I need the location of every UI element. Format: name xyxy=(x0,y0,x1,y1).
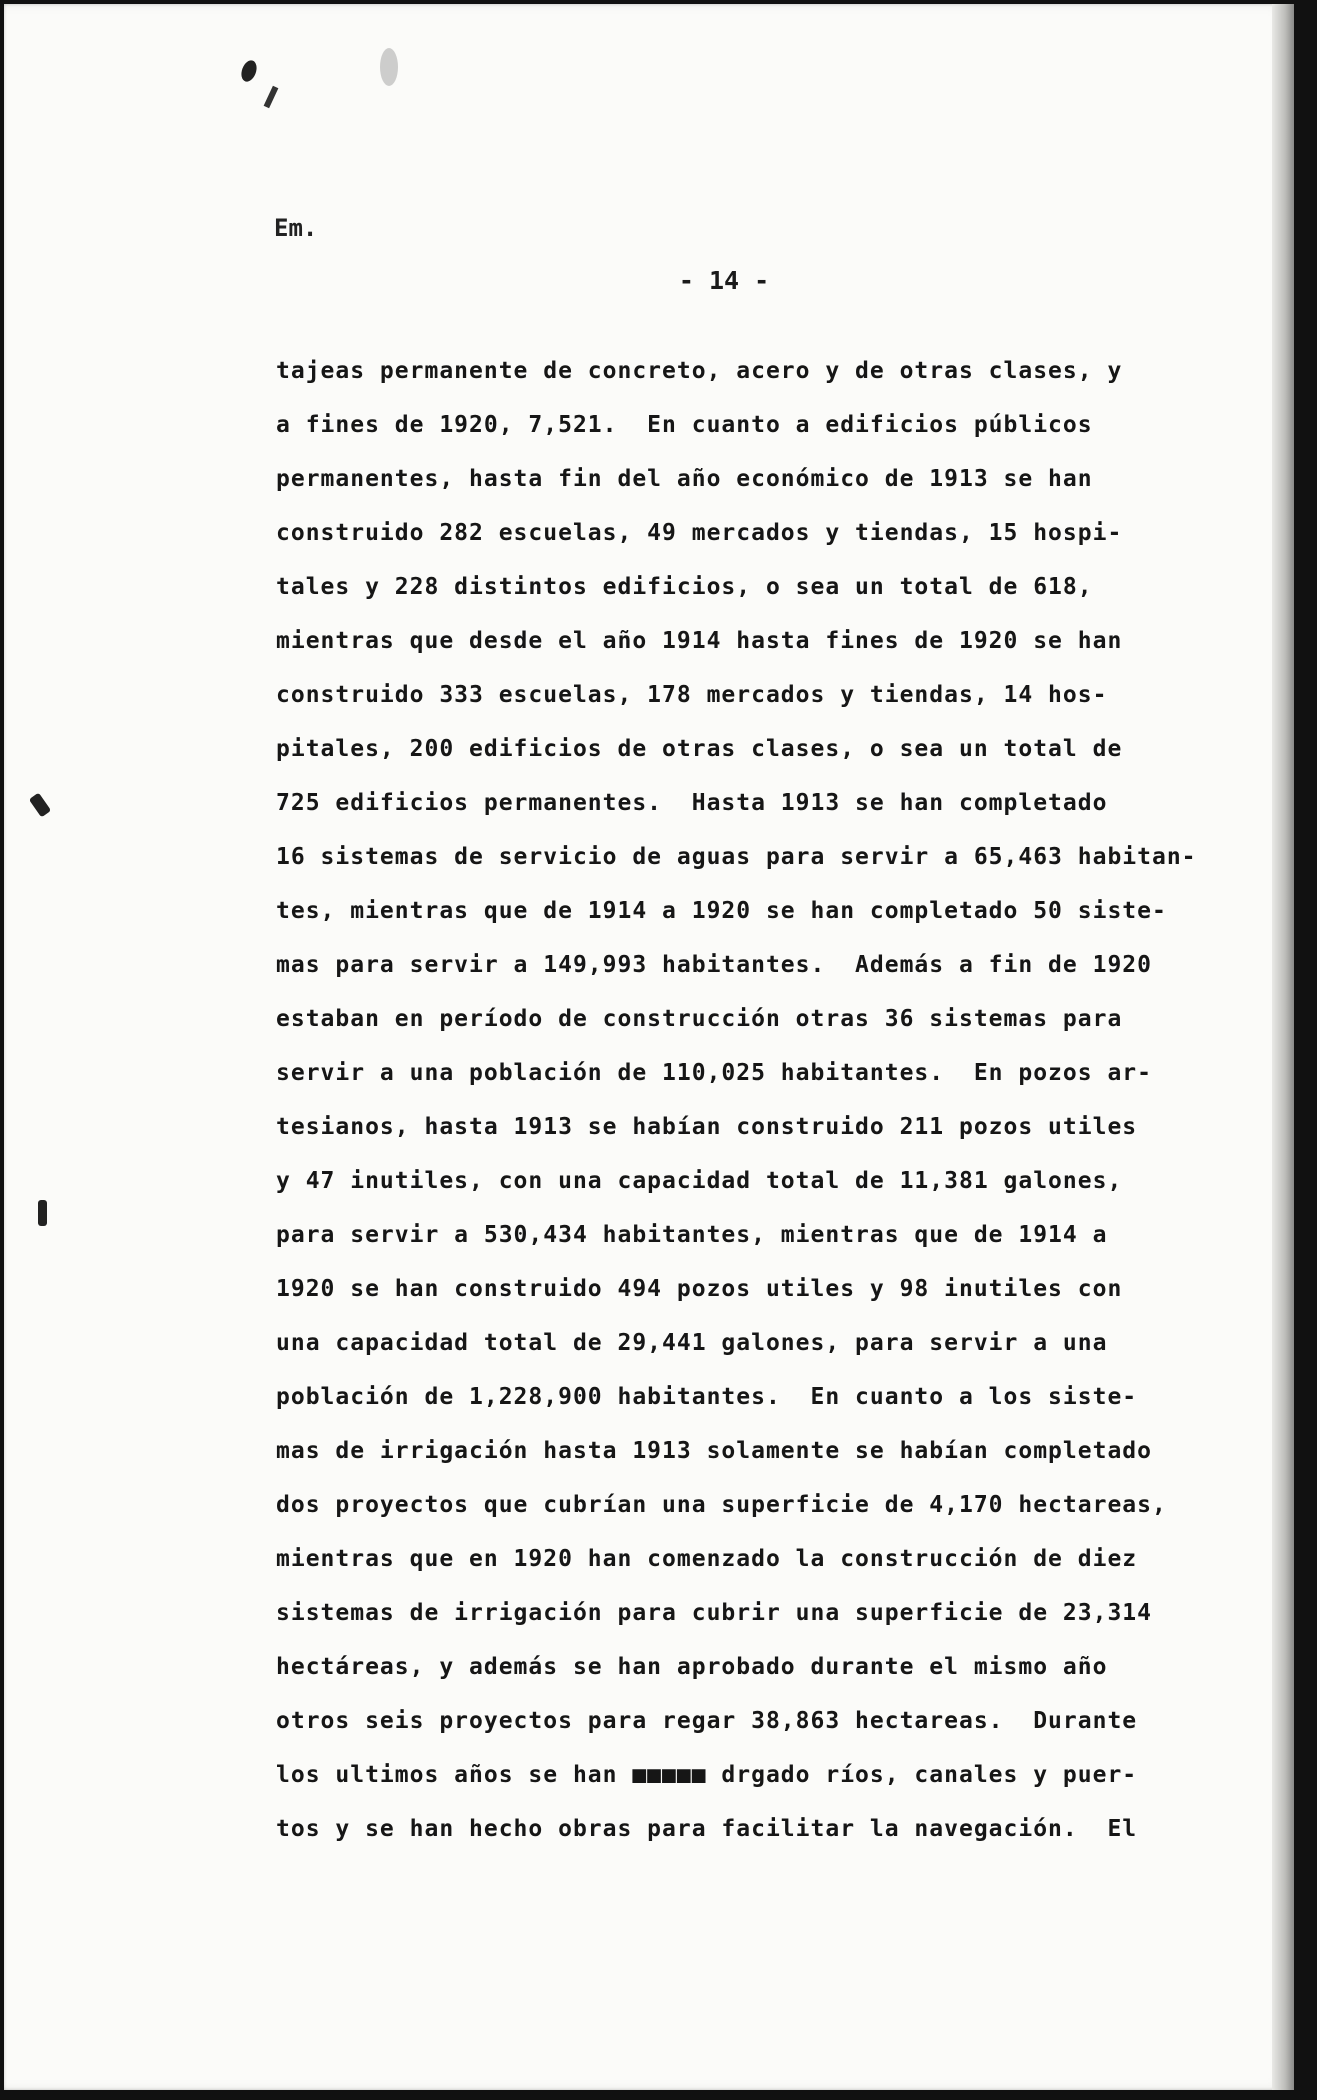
margin-mark xyxy=(38,1200,47,1226)
ink-stroke-mark xyxy=(264,86,279,108)
text-line: a fines de 1920, 7,521. En cuanto a edificios públicos xyxy=(276,412,1093,438)
text-line: mas de irrigación hasta 1913 solamente se habían completado xyxy=(276,1438,1152,1464)
page-number: - 14 - xyxy=(678,266,770,295)
text-line: población de 1,228,900 habitantes. En cuanto a los siste- xyxy=(276,1384,1138,1410)
text-line: los ultimos años se han ■■■■■ drgado ríos, canales y puer- xyxy=(276,1762,1138,1788)
text-line: para servir a 530,434 habitantes, mientras que de 1914 a xyxy=(276,1222,1108,1248)
text-line: 16 sistemas de servicio de aguas para servir a 65,463 habitan- xyxy=(276,844,1197,870)
text-line: permanentes, hasta fin del año económico de 1913 se han xyxy=(276,466,1093,492)
text-line: tales y 228 distintos edificios, o sea un total de 618, xyxy=(276,574,1093,600)
body-text xyxy=(276,344,1276,1856)
text-line: servir a una población de 110,025 habitantes. En pozos ar- xyxy=(276,1060,1152,1086)
text-line: dos proyectos que cubrían una superficie de 4,170 hectareas, xyxy=(276,1492,1167,1518)
text-line: tajeas permanente de concreto, acero y de otras clases, y xyxy=(276,358,1123,384)
document-page xyxy=(4,4,1294,2090)
ink-blot-mark xyxy=(239,58,260,83)
text-line: 1920 se han construido 494 pozos utiles y 98 inutiles con xyxy=(276,1276,1123,1302)
typist-initials: Em. xyxy=(274,214,318,242)
text-line: mientras que en 1920 han comenzado la construcción de diez xyxy=(276,1546,1138,1572)
smudge-mark xyxy=(380,48,398,86)
text-line: otros seis proyectos para regar 38,863 hectareas. Durante xyxy=(276,1708,1138,1734)
text-line: mas para servir a 149,993 habitantes. Además a fin de 1920 xyxy=(276,952,1152,978)
text-line: sistemas de irrigación para cubrir una superficie de 23,314 xyxy=(276,1600,1152,1626)
text-line: tesianos, hasta 1913 se habían construido 211 pozos utiles xyxy=(276,1114,1138,1140)
text-line: mientras que desde el año 1914 hasta fines de 1920 se han xyxy=(276,628,1123,654)
text-line: pitales, 200 edificios de otras clases, o sea un total de xyxy=(276,736,1123,762)
text-line: 725 edificios permanentes. Hasta 1913 se han completado xyxy=(276,790,1108,816)
text-line: y 47 inutiles, con una capacidad total de 11,381 galones, xyxy=(276,1168,1123,1194)
text-line: tes, mientras que de 1914 a 1920 se han completado 50 siste- xyxy=(276,898,1167,924)
margin-mark xyxy=(29,793,51,818)
text-line: una capacidad total de 29,441 galones, para servir a una xyxy=(276,1330,1108,1356)
text-line: estaban en período de construcción otras 36 sistemas para xyxy=(276,1006,1123,1032)
text-line: tos y se han hecho obras para facilitar la navegación. El xyxy=(276,1816,1138,1842)
text-line: hectáreas, y además se han aprobado durante el mismo año xyxy=(276,1654,1108,1680)
text-line: construido 333 escuelas, 178 mercados y tiendas, 14 hos- xyxy=(276,682,1108,708)
text-line: construido 282 escuelas, 49 mercados y tiendas, 15 hospi- xyxy=(276,520,1123,546)
